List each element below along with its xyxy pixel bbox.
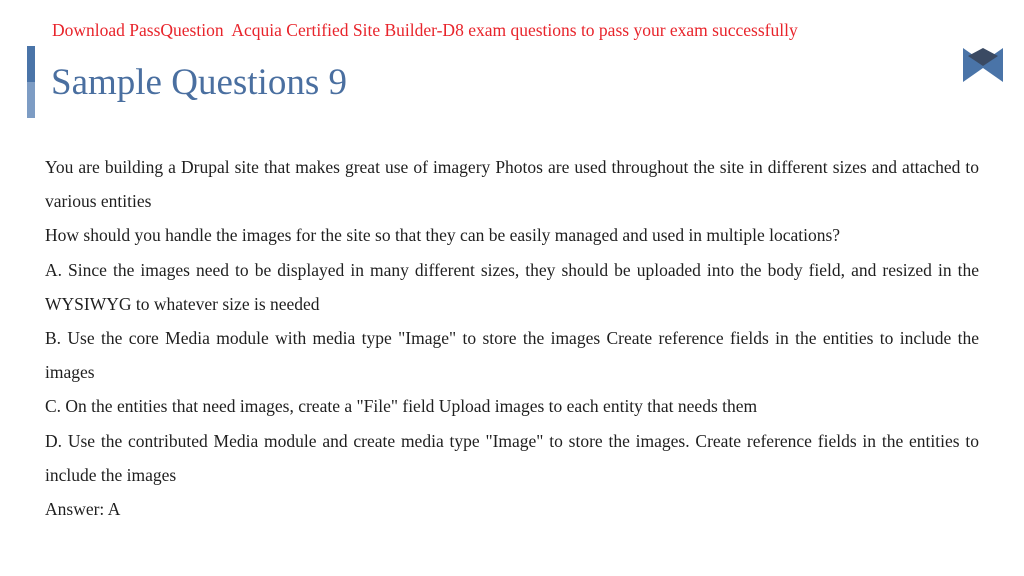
answer-text: Answer: A xyxy=(45,499,121,520)
title-accent-bar xyxy=(27,46,35,118)
accent-bar-bottom xyxy=(27,82,35,118)
option-b: B. Use the core Media module with media type "Image" to store the images Create reference fields in the entities to include the images xyxy=(45,328,979,383)
option-d: D. Use the contributed Media module and create media type "Image" to store the images. Create reference fields in the entities to include the images xyxy=(45,430,979,485)
page-title: Sample Questions 9 xyxy=(51,62,347,103)
question-body xyxy=(45,150,979,526)
accent-bar-top xyxy=(27,46,35,82)
chevron-ribbon-icon xyxy=(963,48,1003,82)
option-c: C. On the entities that need images, create a "File" field Upload images to each entity that needs them xyxy=(45,396,758,417)
banner-text: Download PassQuestion Acquia Certified Site Builder-D8 exam questions to pass your exam successfully xyxy=(52,20,798,40)
question-scenario: You are building a Drupal site that makes great use of imagery Photos are used throughout the site in different sizes and attached to various entities xyxy=(45,157,979,212)
option-a: A. Since the images need to be displayed in many different sizes, they should be uploaded into the body field, and resized in the WYSIWYG to whatever size is needed xyxy=(45,259,979,314)
question-prompt: How should you handle the images for the site so that they can be easily managed and used in multiple locations? xyxy=(45,225,841,246)
